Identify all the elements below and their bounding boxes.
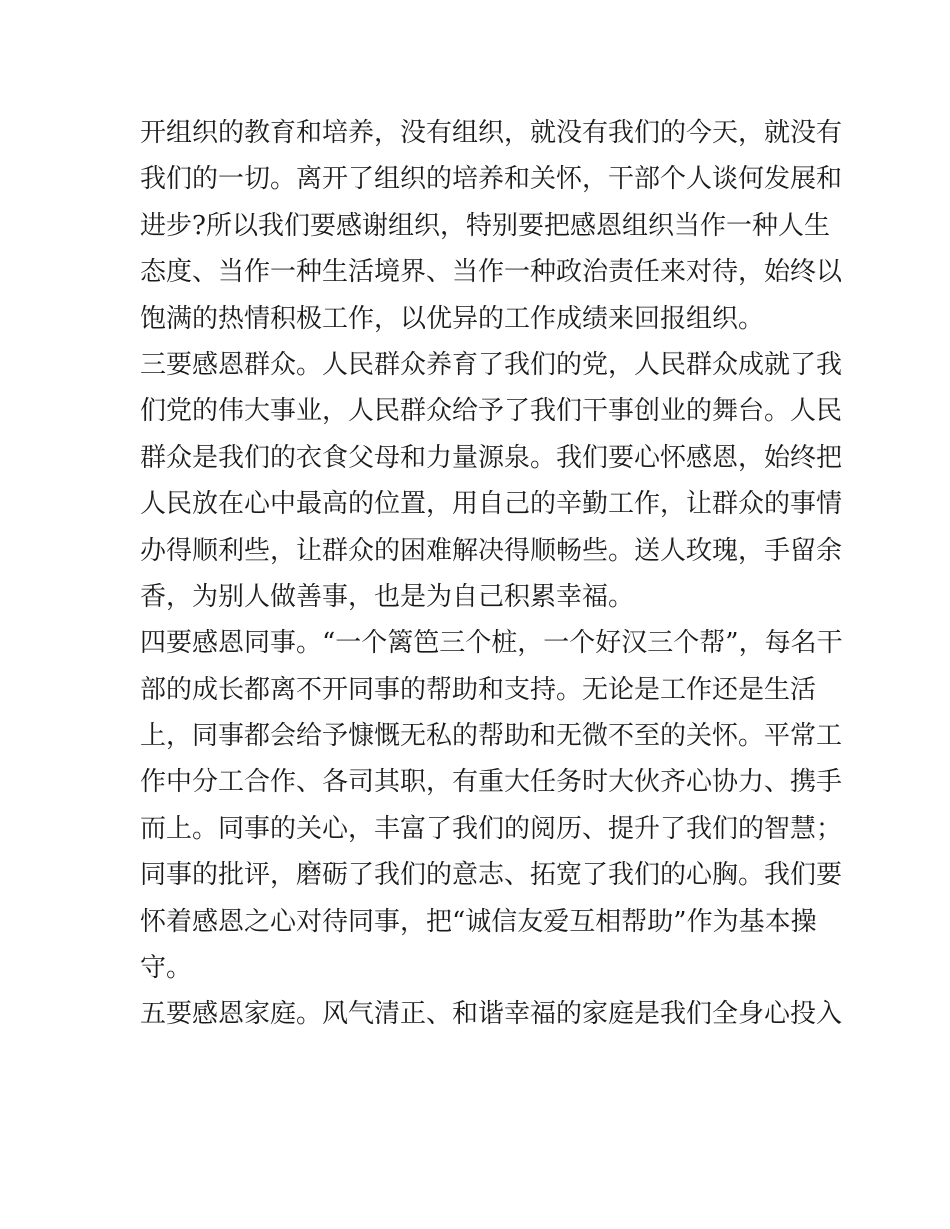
text-line: 人民放在心中最高的位置，用自己的辛勤工作，让群众的事情 xyxy=(140,489,843,520)
text-line: 守。 xyxy=(140,953,193,984)
text-line: 同事的批评，磨砺了我们的意志、拓宽了我们的心胸。我们要 xyxy=(140,860,843,891)
text-line: 们党的伟大事业，人民群众给予了我们干事创业的舞台。人民 xyxy=(140,396,843,427)
text-line: 部的成长都离不开同事的帮助和支持。无论是工作还是生活 xyxy=(140,674,817,705)
text-line: 怀着感恩之心对待同事，把“诚信友爱互相帮助”作为基本操 xyxy=(140,906,817,937)
text-line: 进步?所以我们要感谢组织，特别要把感恩组织当作一种人生 xyxy=(140,210,830,241)
text-line: 而上。同事的关心，丰富了我们的阅历、提升了我们的智慧； xyxy=(140,813,843,844)
text-line: 三要感恩群众。人民群众养育了我们的党，人民群众成就了我 xyxy=(140,349,843,380)
text-line: 四要感恩同事。“一个篱笆三个桩，一个好汉三个帮”，每名干 xyxy=(140,628,843,659)
text-line: 我们的一切。离开了组织的培养和关怀，干部个人谈何发展和 xyxy=(140,164,843,195)
text-line: 香，为别人做善事，也是为自己积累幸福。 xyxy=(140,581,635,612)
text-line: 上，同事都会给予慷慨无私的帮助和无微不至的关怀。平常工 xyxy=(140,721,843,752)
text-line: 五要感恩家庭。风气清正、和谐幸福的家庭是我们全身心投入 xyxy=(140,999,843,1030)
text-line: 态度、当作一种生活境界、当作一种政治责任来对待，始终以 xyxy=(140,257,843,288)
text-line: 群众是我们的衣食父母和力量源泉。我们要心怀感恩，始终把 xyxy=(140,442,843,473)
body-text xyxy=(140,110,843,1038)
text-line: 开组织的教育和培养，没有组织，就没有我们的今天，就没有 xyxy=(140,118,843,148)
text-line: 作中分工合作、各司其职，有重大任务时大伙齐心协力、携手 xyxy=(140,767,843,798)
text-line: 饱满的热情积极工作，以优异的工作成绩来回报组织。 xyxy=(140,303,765,334)
text-line: 办得顺利些，让群众的困难解决得顺畅些。送人玫瑰，手留余 xyxy=(140,535,843,566)
